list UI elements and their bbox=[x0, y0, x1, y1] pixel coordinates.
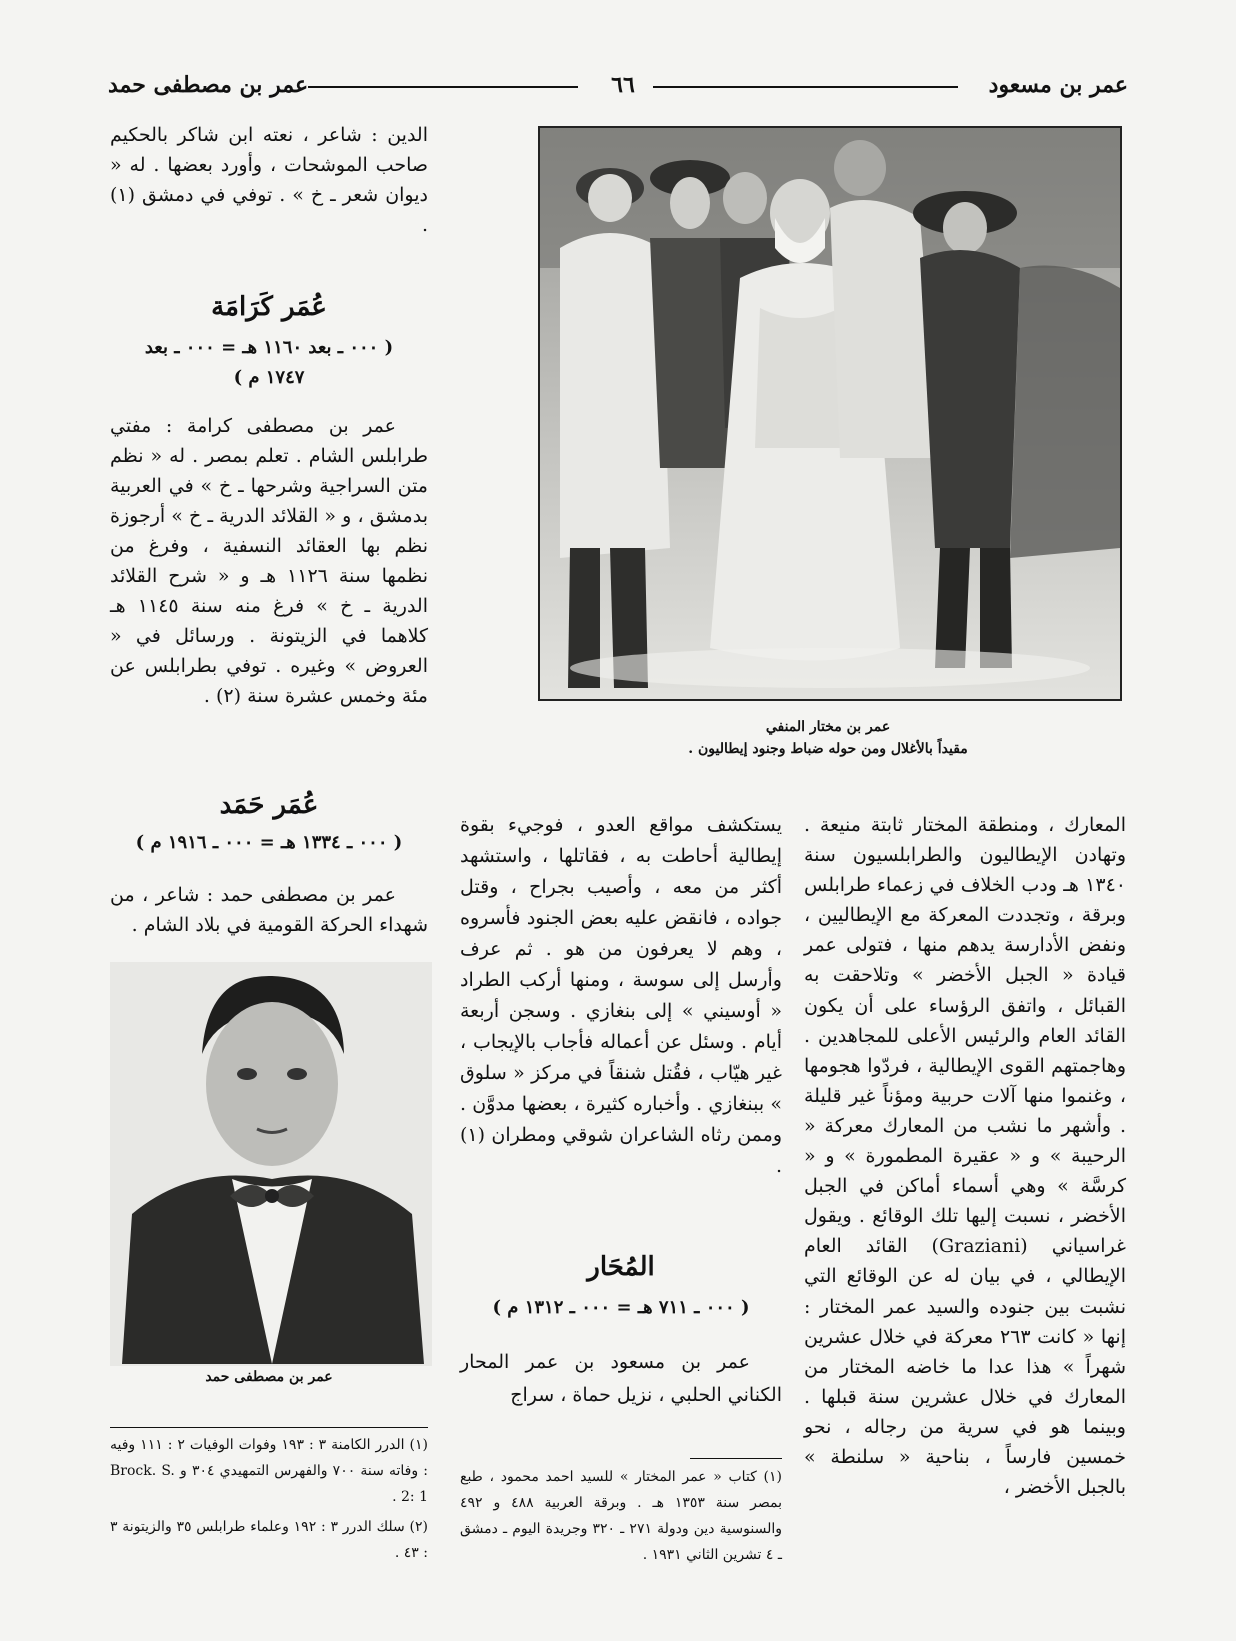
entry-dates-muhar: ( ٠٠٠ ـ ٧١١ هـ = ٠٠٠ ـ ١٣١٢ م ) bbox=[492, 1297, 750, 1318]
column-right-text: المعارك ، ومنطقة المختار ثابتة منيعة . وتهادن الإيطاليون والطرابلسيون سنة ١٣٤٠ هـ ودب الخلاف في زعماء طرابلس وبرقة ، وتجددت المعركة مع الإيطاليين ، ونفض الأدارسة يدهم منها ، فتولى عمر قيادة « الجبل الأخضر » وتلاحقت به القبائل ، واتفق الرؤساء على أن يكون القائد العام والرئيس الأعلى للمجاهدين . وهاجمتهم القوى الإيطالية ، فردّوا هجومها ، وغنموا منها آلات حربية ومؤناً غير قليلة . وأشهر ما نشب من المعارك معركة « الرحيبة » و « عقيرة المطمورة » و « كرسَّة » وهي أسماء أماكن في الجبل الأخضر ، نسبت إليها تلك الوقائع . ويقول غراسياني (Graziani) القائد العام الإيطالي ، في بيان له عن الوقائع التي نشبت بين جنوده والسيد عمر المختار : إنها « كانت ٢٦٣ معركة في خلال عشرين شهراً » هذا عدا ما خاضه المختار من المعارك في خلال عشرين سنة قبلها . وبينما هو في سرية من رجاله ، نحو خمسين فارساً ، بناحية « سلنطة » بالجبل الأخضر ، bbox=[804, 814, 1126, 1499]
photo-omar-mukhtar bbox=[538, 126, 1122, 701]
header-rule-right bbox=[653, 86, 958, 88]
footnotes-left bbox=[110, 1432, 428, 1570]
footnote-1: (١) كتاب « عمر المختار » للسيد احمد محمود ، طبع بمصر سنة ١٣٥٣ هـ . وبرقة العربية ٤٨٨ و ٤٩٢ والسنوسية دين ودولة ٢٧١ ـ ٣٢٠ وجريدة اليوم ـ دمشق ـ ٤ تشرين الثاني ١٩٣١ . bbox=[460, 1469, 782, 1563]
photo-omar-hamad bbox=[110, 962, 432, 1366]
portrait-illustration bbox=[112, 964, 430, 1364]
photo-illustration bbox=[540, 128, 1120, 699]
entry-dates-hamad: ( ٠٠٠ ـ ١٣٣٤ هـ = ٠٠٠ ـ ١٩١٦ م ) bbox=[135, 832, 403, 853]
entry-body-muhar bbox=[460, 1346, 782, 1412]
dates-line-2: ١٧٤٧ م ) bbox=[233, 367, 305, 388]
photo-caption-hamad: عمر بن مصطفى حمد bbox=[205, 1369, 333, 1385]
body-paragraph: عمر بن مصطفى حمد : شاعر ، من شهداء الحركة القومية في بلاد الشام . bbox=[110, 884, 428, 936]
footnote-rule-left bbox=[110, 1427, 428, 1428]
running-header bbox=[108, 72, 1128, 102]
header-right-title: عمر بن مسعود bbox=[988, 72, 1128, 98]
footnote-rule-middle bbox=[690, 1458, 782, 1459]
body-paragraph: عمر بن مصطفى كرامة : مفتي طرابلس الشام . تعلم بمصر . له « نظم متن السراجية وشرحها ـ خ » في العربية بدمشق ، و « القلائد الدرية ـ خ » أرجوزة نظم بها العقائد النسفية ، وفرغ من نظمها سنة ١١٢٦ هـ و « شرح القلائد الدرية ـ خ » فرغ منه سنة ١١٤٥ هـ كلاهما في الزيتونة . ورسائل في « العروض » وغيره . توفي بطرابلس عن مئة وخمس عشرة سنة (٢) . bbox=[110, 415, 429, 707]
column-middle-text: يستكشف مواقع العدو ، فوجيء بقوة إيطالية أحاطت به ، فقاتلها ، واستشهد أكثر من معه ، وأصيب بجراح ، وقتل جواده ، فانقض عليه بعض الجنود فأسروه ، وهم لا يعرفون من هو . ثم عرف وأرسل إلى سوسة ، ومنها أركب الطراد « أوسيني » إلى بنغازي . وسجن أربعة أيام . وسئل عن أعماله فأجاب بالإيجاب ، غير هيّاب ، فقُتل شنقاً في مركز « سلوق » ببنغازي . وأخباره كثيرة ، بعضها مدوَّن . وممن رثاه الشاعران شوقي ومطران (١) . bbox=[460, 814, 782, 1177]
footnote-1: (١) الدرر الكامنة ٣ : ١٩٣ وفوات الوفيات ٢ : ١١١ وفيه : وفاته سنة ٧٠٠ والفهرس التمهيدي ٣٠٤ و Brock. S. 2: 1 . bbox=[110, 1437, 428, 1505]
entry-title-hamad: عُمَر حَمَد bbox=[219, 790, 319, 820]
continuation-text: الدين : شاعر ، نعته ابن شاكر بالحكيم صاحب الموشحات ، وأورد بعضها . له « ديوان شعر ـ خ » . توفي في دمشق (١) . bbox=[110, 124, 428, 236]
caption-line-1: عمر بن مختار المنفي bbox=[765, 719, 891, 735]
footnotes-middle bbox=[460, 1464, 782, 1572]
header-left-title: عمر بن مصطفى حمد bbox=[108, 72, 309, 98]
dates-line-1: ( ٠٠٠ ـ بعد ١١٦٠ هـ = ٠٠٠ ـ بعد bbox=[144, 337, 394, 358]
entry-dates-karama bbox=[110, 333, 428, 393]
page-number: ٦٦ bbox=[611, 72, 635, 98]
entry-title-muhar: المُحَار bbox=[587, 1252, 655, 1282]
caption-line-2: مقيداً بالأغلال ومن حوله ضباط وجنود إيطاليون . bbox=[688, 741, 968, 757]
header-rule-left bbox=[308, 86, 578, 88]
entry-title-karama: عُمَر كَرَامَة bbox=[211, 292, 327, 322]
footnote-2: (٢) سلك الدرر ٣ : ١٩٢ وعلماء طرابلس ٣٥ والزيتونة ٣ : ٤٣ . bbox=[110, 1519, 428, 1561]
body-paragraph: عمر بن مسعود بن عمر المحار الكناني الحلبي ، نزيل حماة ، سراج bbox=[460, 1351, 782, 1406]
entry-body-karama bbox=[110, 411, 428, 711]
entry-body-hamad bbox=[110, 880, 428, 940]
photo-caption-mukhtar bbox=[538, 716, 1118, 760]
